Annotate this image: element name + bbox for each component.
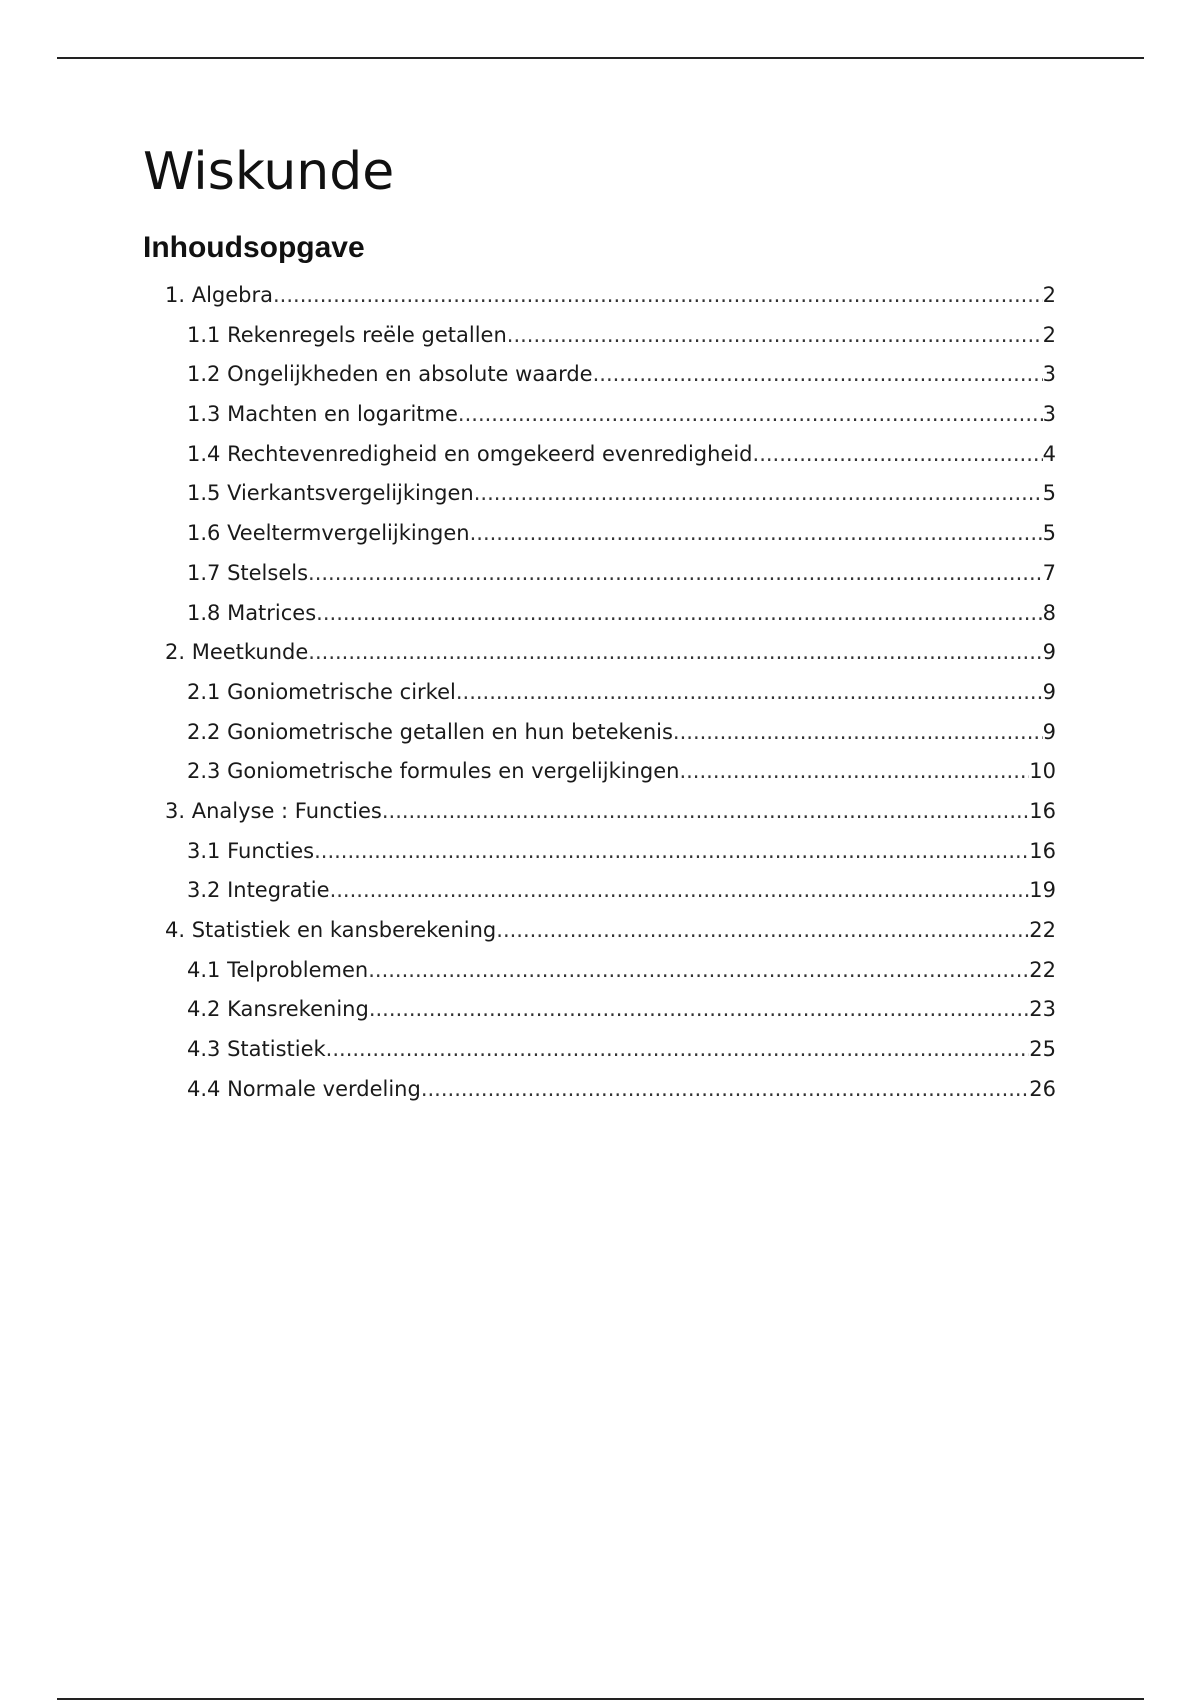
toc-entry-page: 16	[1029, 838, 1056, 863]
toc-dot-leader	[470, 519, 1043, 547]
toc-entry[interactable]	[143, 876, 1056, 916]
toc-entry-label: 1.8 Matrices	[187, 600, 317, 625]
toc-entry-page: 9	[1042, 640, 1056, 665]
toc-entry[interactable]	[143, 956, 1056, 996]
toc-entry-page: 23	[1029, 997, 1056, 1022]
toc-entry-page: 22	[1029, 957, 1056, 982]
toc-entry-label: 4.4 Normale verdeling	[187, 1076, 421, 1101]
toc-entry-label: 4.3 Statistiek	[187, 1037, 326, 1062]
toc-entry-label: 2.2 Goniometrische getallen en hun betekenis	[187, 719, 673, 744]
toc-entry[interactable]	[143, 837, 1056, 877]
toc-entry[interactable]	[143, 281, 1056, 321]
toc-entry-page: 19	[1029, 878, 1056, 903]
toc-entry-label: 1.3 Machten en logaritme	[187, 402, 458, 427]
toc-dot-leader	[673, 718, 1043, 746]
toc-entry[interactable]	[143, 519, 1056, 559]
toc-dot-leader	[368, 956, 1029, 984]
header-rule	[57, 57, 1144, 59]
toc-entry-label: 1.4 Rechtevenredigheid en omgekeerd evenredigheid	[187, 441, 753, 466]
toc-dot-leader	[496, 916, 1029, 944]
toc-dot-leader	[382, 797, 1029, 825]
toc-entry-label: 2. Meetkunde	[165, 640, 309, 665]
toc-entry-page: 3	[1042, 362, 1056, 387]
toc-entry[interactable]	[143, 797, 1056, 837]
toc-entry[interactable]	[143, 1035, 1056, 1075]
toc-entry[interactable]	[143, 400, 1056, 440]
toc-entry-page: 5	[1042, 521, 1056, 546]
toc-entry[interactable]	[143, 321, 1056, 361]
toc-entry-label: 4.2 Kansrekening	[187, 997, 369, 1022]
toc-entry-page: 16	[1029, 798, 1056, 823]
toc-entry-label: 2.1 Goniometrische cirkel	[187, 679, 456, 704]
toc-dot-leader	[314, 837, 1029, 865]
toc-dot-leader	[507, 321, 1043, 349]
document-title: Wiskunde	[143, 142, 395, 202]
toc-entry-label: 4. Statistiek en kansberekening	[165, 918, 497, 942]
toc-entry-page: 5	[1042, 481, 1056, 506]
toc-entry-page: 8	[1042, 600, 1056, 625]
toc-entry-page: 4	[1042, 441, 1056, 466]
toc-entry-label: 1.7 Stelsels	[187, 560, 309, 585]
toc-dot-leader	[308, 559, 1043, 587]
toc-entry-page: 26	[1029, 1076, 1056, 1101]
toc-entry-label: 1.1 Rekenregels reële getallen	[187, 322, 507, 347]
toc-entry-label: 1.5 Vierkantsvergelijkingen	[187, 481, 474, 506]
toc-entry[interactable]	[143, 916, 1056, 956]
toc-dot-leader	[593, 360, 1043, 388]
toc-entry-label: 3. Analyse : Functies	[165, 798, 382, 823]
toc-entry[interactable]	[143, 440, 1056, 480]
toc-entry-page: 9	[1042, 679, 1056, 704]
toc-entry[interactable]	[143, 757, 1056, 797]
toc-entry[interactable]	[143, 995, 1056, 1035]
toc-entry-label: 2.3 Goniometrische formules en vergelijkingen	[187, 759, 680, 784]
toc-dot-leader	[458, 400, 1043, 428]
table-of-contents	[143, 281, 1056, 1114]
toc-entry[interactable]	[143, 718, 1056, 758]
toc-entry-label: 4.1 Telproblemen	[187, 957, 369, 982]
toc-entry-page: 25	[1029, 1037, 1056, 1062]
toc-entry[interactable]	[143, 360, 1056, 400]
toc-dot-leader	[474, 479, 1043, 507]
toc-dot-leader	[753, 440, 1043, 468]
toc-dot-leader	[679, 757, 1029, 785]
toc-entry[interactable]	[143, 599, 1056, 639]
toc-dot-leader	[330, 876, 1030, 904]
toc-dot-leader	[308, 638, 1042, 666]
toc-entry-label: 1.6 Veeltermvergelijkingen	[187, 521, 470, 546]
toc-dot-leader	[273, 281, 1043, 309]
toc-entry[interactable]	[143, 1075, 1056, 1115]
toc-entry[interactable]	[143, 638, 1056, 678]
toc-entry-page: 10	[1029, 759, 1056, 784]
toc-entry-label: 3.1 Functies	[187, 838, 315, 863]
toc-entry-page: 2	[1042, 283, 1056, 307]
toc-entry-page: 3	[1042, 402, 1056, 427]
toc-entry-page: 22	[1029, 918, 1056, 942]
toc-dot-leader	[369, 995, 1029, 1023]
toc-entry-page: 2	[1042, 322, 1056, 347]
toc-dot-leader	[316, 599, 1042, 627]
toc-entry-label: 1.2 Ongelijkheden en absolute waarde	[187, 362, 593, 387]
toc-entry-page: 7	[1042, 560, 1056, 585]
toc-dot-leader	[421, 1075, 1029, 1103]
toc-heading: Inhoudsopgave	[143, 231, 365, 264]
toc-entry-page: 9	[1042, 719, 1056, 744]
toc-entry-label: 3.2 Integratie	[187, 878, 330, 903]
toc-entry[interactable]	[143, 678, 1056, 718]
toc-dot-leader	[456, 678, 1043, 706]
toc-entry[interactable]	[143, 479, 1056, 519]
toc-entry[interactable]	[143, 559, 1056, 599]
toc-entry-label: 1. Algebra	[165, 283, 273, 307]
toc-dot-leader	[326, 1035, 1030, 1063]
